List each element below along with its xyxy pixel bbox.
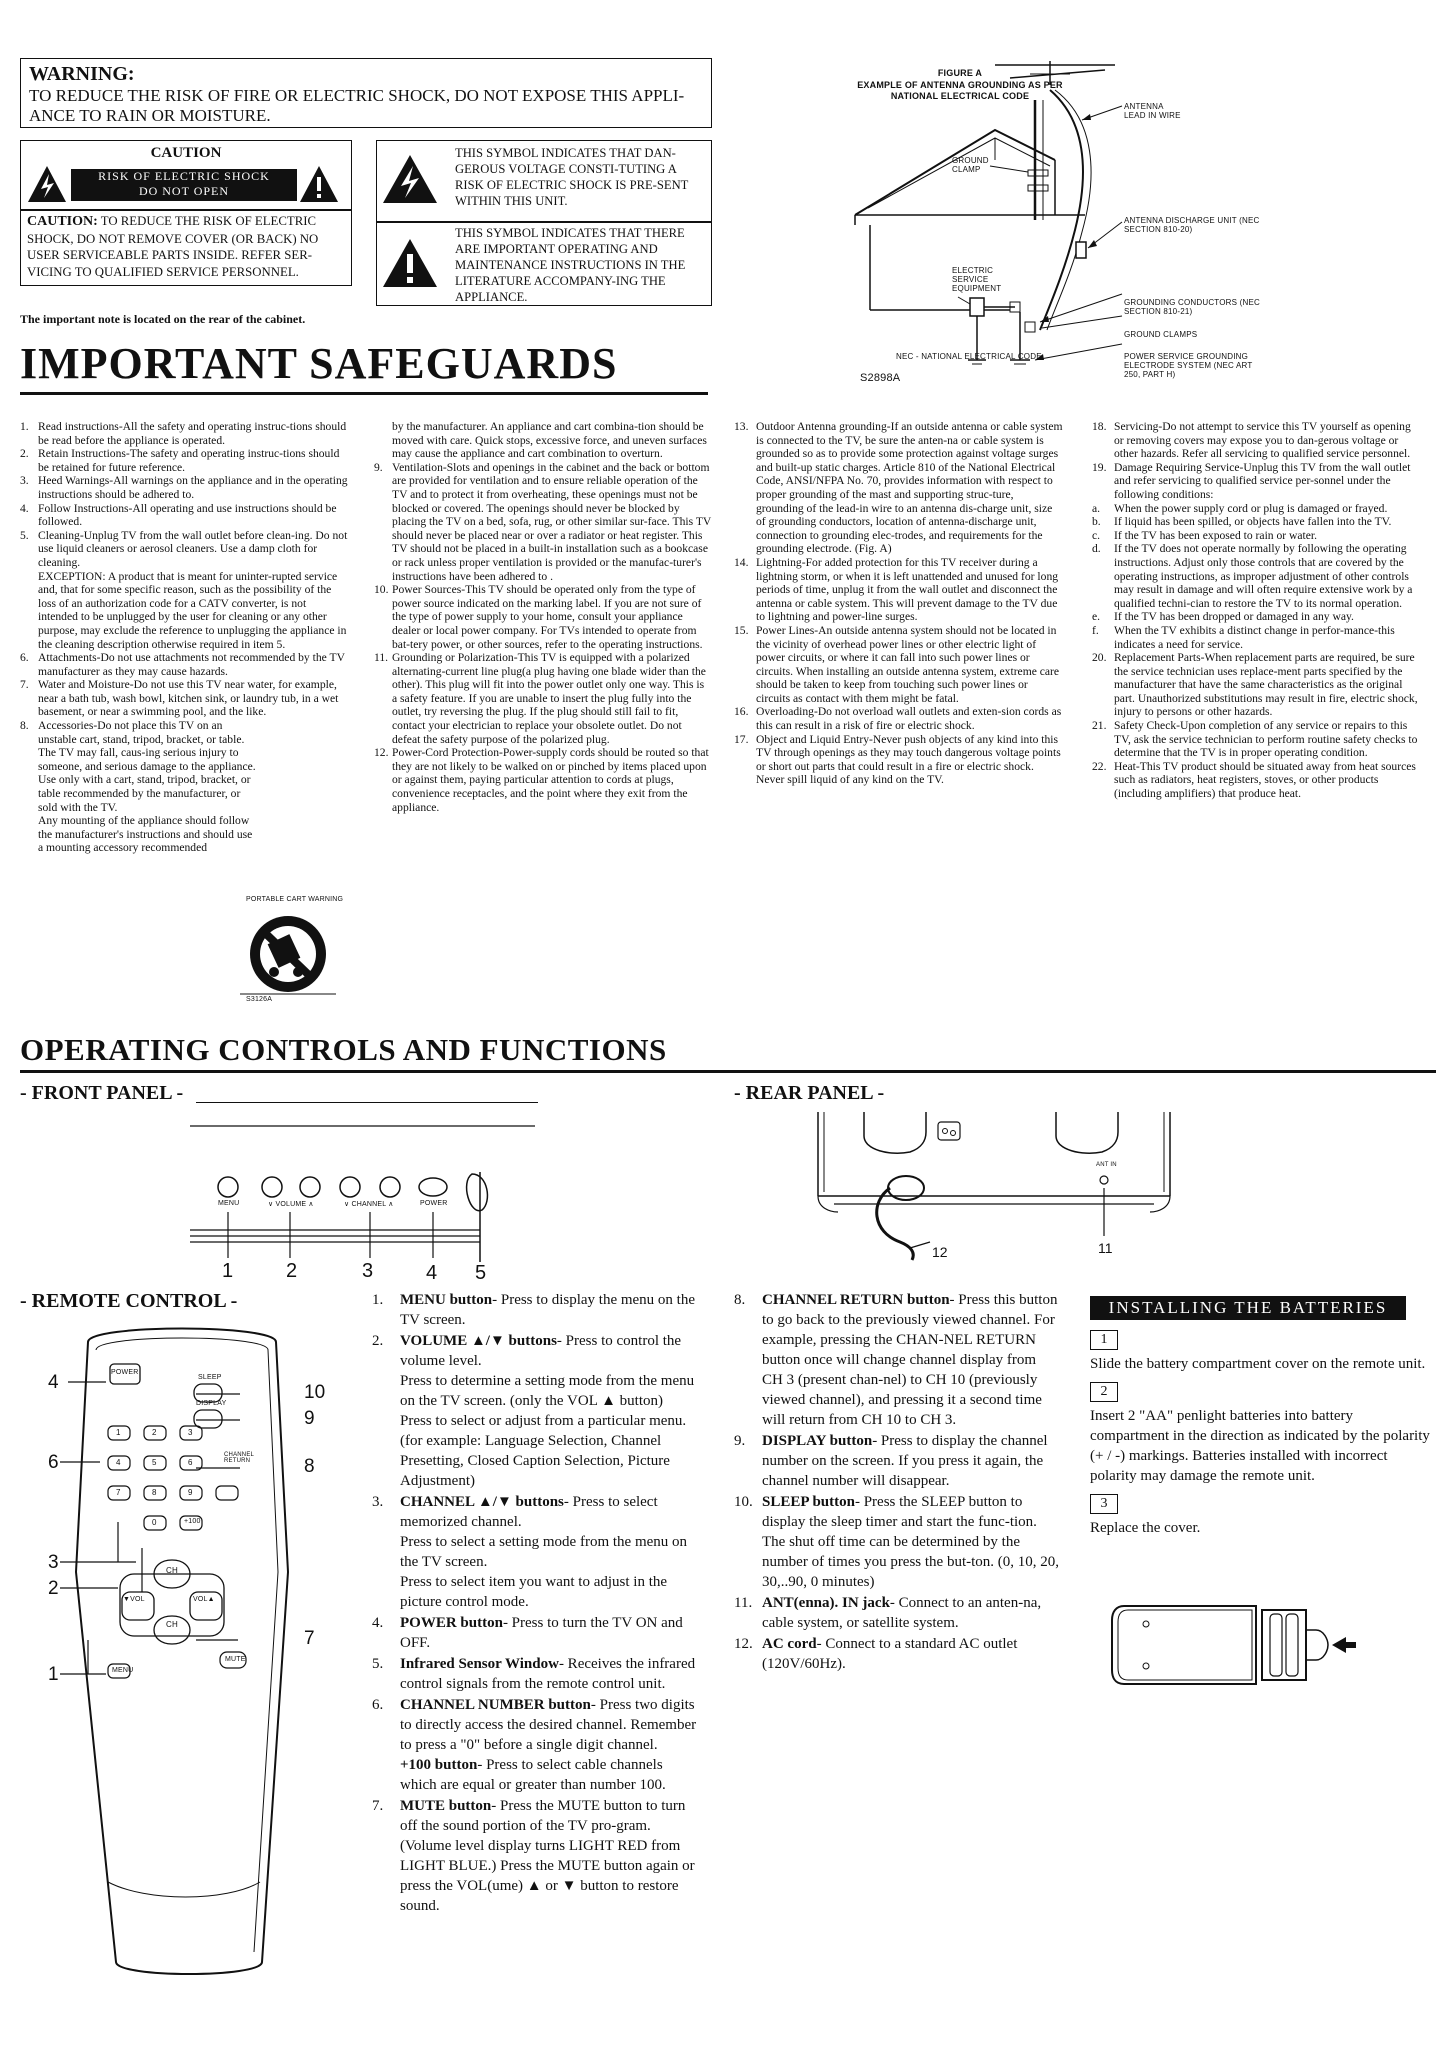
caution-banner	[49, 165, 319, 205]
front-callout-2: 2	[286, 1260, 298, 1282]
safeguard-item	[1092, 502, 1422, 516]
safeguard-number: 16.	[734, 705, 749, 719]
safeguard-item	[1092, 651, 1422, 719]
function-item	[372, 1654, 700, 1694]
label-antenna-lead: ANTENNA LEAD IN WIRE	[1124, 102, 1181, 120]
function-extra: Press to select a setting mode from the menu on the TV screen.	[400, 1534, 688, 1570]
safeguard-number: c.	[1092, 528, 1101, 542]
safeguard-text: Read instructions-All the safety and operating instruc-tions should be read before the appliance is operated.	[38, 420, 347, 447]
lightning-symbol-text: THIS SYMBOL INDICATES THAT DAN-GEROUS VOLTAGE CONSTI-TUTING A RISK OF ELECTRIC SHOCK IS PRE-SENT WITHIN THIS UNIT.	[455, 146, 689, 208]
remote-ch-up-label: CH	[166, 1566, 178, 1575]
caution-text-block	[27, 213, 345, 280]
safeguard-text: Replacement Parts-When replacement parts are required, be sure the service technician uses replace-ment parts specified by the manufacturer that have the same characteristics as the original part. Unauthorized substitutions may result in fire, electric shock, injury to persons or other hazards.	[1114, 651, 1418, 719]
operating-heading: OPERATING CONTROLS AND FUNCTIONS	[20, 1032, 667, 1067]
safeguard-number: 6.	[20, 651, 29, 665]
safeguards-col-4	[1092, 420, 1422, 801]
safeguard-item	[1092, 515, 1422, 529]
safeguard-number: 13.	[734, 420, 749, 433]
battery-step	[1090, 1382, 1430, 1486]
function-desc	[762, 1290, 1060, 1430]
function-body	[400, 1331, 700, 1491]
function-name: POWER button	[400, 1615, 503, 1631]
function-item	[734, 1634, 1060, 1674]
safeguard-item	[1092, 529, 1422, 543]
function-name: MENU button	[400, 1292, 493, 1308]
safeguard-number: 10.	[374, 583, 389, 597]
front-callout-5: 5	[475, 1262, 487, 1284]
label-service-equipment: ELECTRIC SERVICE EQUIPMENT	[952, 266, 1002, 293]
safeguard-text: Cleaning-Unplug TV from the wall outlet before clean-ing. Do not use liquid cleaners or aerosol cleaners. Use a damp cloth for cleaning.	[38, 528, 348, 569]
function-desc	[400, 1290, 700, 1330]
remote-digit-9: 9	[188, 1488, 193, 1497]
figure-a-title: FIGURE A	[937, 68, 983, 78]
function-number: 3.	[372, 1494, 384, 1510]
safeguard-item	[734, 556, 1064, 624]
exclamation-icon	[381, 237, 439, 289]
function-body	[762, 1431, 1060, 1491]
safeguard-text: When the power supply cord or plug is damaged or frayed.	[1114, 501, 1388, 515]
battery-step	[1090, 1494, 1430, 1538]
safeguard-text: Heat-This TV product should be situated away from heat sources such as radiators, heat registers, stoves, or other products (including amplifiers) that produce heat.	[1114, 759, 1416, 801]
battery-step	[1090, 1330, 1430, 1374]
safeguard-item	[20, 420, 348, 447]
rear-panel-diagram	[810, 1112, 1190, 1262]
remote-digit-7: 7	[116, 1488, 121, 1497]
function-text: - Press the MUTE button to turn off the sound portion of the TV pro-gram. (Volume level display turns LIGHT RED from LIGHT BLUE.) Press the MUTE button again or press the VOL(ume) ▲ or ▼ button to restore sound.	[400, 1798, 695, 1914]
function-item	[372, 1613, 700, 1653]
safeguards-col-1	[20, 420, 348, 855]
function-text: - Press this button to go back to the previously viewed channel. For example, pressing the CHAN-NEL RETURN button once will change channel display from CH 3 (present chan-nel) to CH 10 (previously viewed channel), and pressing it a second time will return from CH 10 to CH 3.	[762, 1292, 1058, 1428]
safeguard-number: 18.	[1092, 420, 1107, 433]
safeguard-item	[20, 719, 348, 814]
safeguard-text: Power Sources-This TV should be operated only from the type of power source indicated on the marking label. If you are not sure of the type of power supply to your home, consult your appliance dealer or local power company. For TVs intended to operate from bat-tery power, or other sources, refer to the operating instructions.	[392, 583, 703, 651]
remote-display-label: DISPLAY	[196, 1400, 227, 1407]
battery-step-number: 1	[1090, 1330, 1118, 1350]
safeguard-number: 3.	[20, 474, 29, 488]
figure-a-subtitle-2: NATIONAL ELECTRICAL CODE	[890, 91, 1030, 101]
safeguard-text: When the TV exhibits a distinct change in perfor-mance-this indicates a need for service.	[1114, 623, 1395, 651]
function-body	[400, 1613, 700, 1653]
safeguard-item	[734, 420, 1064, 556]
symbols-box	[376, 140, 712, 306]
remote-callout-7: 7	[304, 1628, 315, 1649]
remote-digit-100: +100	[184, 1518, 201, 1525]
function-name: Infrared Sensor Window	[400, 1656, 559, 1672]
safeguard-number: 1.	[20, 420, 29, 433]
remote-callout-2: 2	[48, 1578, 59, 1599]
caution-text: TO REDUCE THE RISK OF ELECTRIC SHOCK, DO NOT REMOVE COVER (OR BACK) NO USER SERVICEABLE PARTS INSIDE. REFER SER-VICING TO QUALIFIED SERVICE PERSONNEL.	[27, 214, 319, 279]
safeguard-text: Grounding or Polarization-This TV is equipped with a polarized alternating-current line plug(a plug having one blade wider than the other). This plug will fit into the power outlet only one way. This is a safety feature. If you are unable to insert the plug fully into the outlet, try reversing the plug. If the plug should still fail to fit, contact your electrician to replace your obsolete outlet. Do not defeat the safety purpose of the polarized plug.	[392, 651, 706, 746]
front-callout-3: 3	[362, 1260, 374, 1282]
function-name: DISPLAY button	[762, 1433, 873, 1449]
safeguard-item	[20, 570, 348, 652]
label-nec: NEC - NATIONAL ELECTRICAL CODE	[896, 352, 1042, 361]
remote-sleep-label: SLEEP	[198, 1374, 222, 1381]
safeguard-number: 19.	[1092, 460, 1107, 474]
function-extra	[400, 1755, 700, 1795]
warning-text: TO REDUCE THE RISK OF FIRE OR ELECTRIC SHOCK, DO NOT EXPOSE THIS APPLI-ANCE TO RAIN OR MOISTURE.	[29, 86, 685, 125]
caution-box	[20, 140, 352, 286]
safeguard-number: b.	[1092, 515, 1101, 529]
figure-code: S2898A	[860, 372, 901, 384]
function-body	[762, 1634, 1060, 1674]
front-label-channel: ∨ CHANNEL ∧	[344, 1201, 394, 1208]
safeguard-text: Damage Requiring Service-Unplug this TV from the wall outlet and refer servicing to qualified service per-sonnel under the following conditions:	[1114, 460, 1411, 501]
remote-channel-return-label: CHANNEL RETURN	[224, 1452, 254, 1464]
remote-mute-label: MUTE	[225, 1656, 246, 1663]
rear-ant-in-label: ANT IN	[1096, 1162, 1117, 1168]
safeguard-text: Follow Instructions-All operating and use instructions should be followed.	[38, 501, 337, 529]
safeguard-number: 12.	[374, 746, 389, 760]
function-number: 5.	[372, 1656, 384, 1672]
remote-menu-label: MENU	[112, 1667, 134, 1674]
safeguard-text: EXCEPTION: A product that is meant for uninter-rupted service and, that for some specific reason, such as the possibility of the loss of an authorization code for a CATV converter, is not intended to be unplugged by the user for cleaning or any other purpose, may exclude the reference to unplugging the appliance in the cleaning description otherwise required in item 5.	[38, 569, 347, 651]
safeguard-number: 11.	[374, 651, 389, 665]
remote-callout-6: 6	[48, 1452, 59, 1473]
function-item	[372, 1695, 700, 1795]
remote-callout-9: 9	[304, 1408, 315, 1429]
function-name: MUTE button	[400, 1798, 492, 1814]
remote-digit-2: 2	[152, 1428, 157, 1437]
function-name: CHANNEL NUMBER button	[400, 1697, 591, 1713]
safeguard-number: 8.	[20, 719, 29, 733]
function-number: 9.	[734, 1433, 746, 1449]
portable-cart-warning-icon	[240, 910, 340, 1006]
front-callout-4: 4	[426, 1262, 438, 1284]
safeguard-text: Safety Check-Upon completion of any service or repairs to this TV, ask the service technician to perform routine safety checks to determine that the TV is in proper operating condition.	[1114, 719, 1418, 760]
safeguard-text: Object and Liquid Entry-Never push objects of any kind into this TV through openings as they may touch dangerous voltage points or short out parts that could result in a fire or electric shock. Never spill liquid of any kind on the TV.	[756, 732, 1061, 787]
remote-control-label: - REMOTE CONTROL -	[20, 1290, 238, 1312]
caution-divider	[21, 209, 351, 211]
safeguard-item	[20, 651, 348, 678]
function-desc	[762, 1492, 1060, 1592]
warning-title: WARNING:	[29, 63, 135, 85]
safeguard-number: 20.	[1092, 651, 1107, 665]
remote-control-diagram	[26, 1322, 326, 1982]
label-discharge-unit: ANTENNA DISCHARGE UNIT (NEC SECTION 810-20)	[1124, 216, 1260, 234]
remote-vol-down-label: ▼VOL	[123, 1596, 145, 1603]
function-extra-name: +100 button	[400, 1757, 478, 1773]
safeguard-number: 15.	[734, 623, 749, 637]
function-desc	[400, 1695, 700, 1755]
battery-step-number: 2	[1090, 1382, 1118, 1402]
safeguard-number: 5.	[20, 528, 29, 542]
safeguard-text: If the TV has been exposed to rain or water.	[1114, 528, 1318, 542]
function-item	[372, 1290, 700, 1330]
remote-digit-3: 3	[188, 1428, 193, 1437]
safeguard-text: Power-Cord Protection-Power-supply cords should be routed so that they are not likely to be walked on or pinched by items placed upon or against them, paying particular attention to cords at plugs, convenience receptacles, and the point where they exit from the appliance.	[392, 746, 709, 814]
function-text: - Press to display the menu on the TV screen.	[400, 1292, 695, 1328]
function-body	[400, 1796, 700, 1916]
safeguard-item	[374, 461, 712, 583]
safeguard-item	[734, 705, 1064, 732]
label-ground-clamps: GROUND CLAMPS	[1124, 330, 1198, 339]
remote-digit-1: 1	[116, 1428, 121, 1437]
safeguard-text: Outdoor Antenna grounding-If an outside antenna or cable system is connected to the TV, be sure the anten-na or cable system is grounded so as to provide some protection against voltage surges and built-up static charges. Article 810 of the National Electrical Code, ANSI/NFPA No. 70, provides information with respect to proper grounding of the mast and supporting struc-ture, grounding of the lead-in wire to an antenna dis-charge unit, size of grounding conductors, location of antenna-discharge unit, connection to grounding elec-trodes, and requirements for the grounding electrode. (Fig. A)	[756, 420, 1063, 556]
function-name: CHANNEL RETURN button	[762, 1292, 950, 1308]
warning-box	[20, 58, 712, 128]
function-item	[372, 1331, 700, 1491]
front-panel-label: - FRONT PANEL -	[20, 1082, 184, 1104]
safeguard-number: 17.	[734, 732, 749, 746]
function-number: 2.	[372, 1333, 384, 1349]
lightning-icon	[27, 165, 67, 203]
safeguard-text: Ventilation-Slots and openings in the cabinet and the back or bottom are provided for ventilation and to ensure reliable operation of the TV and to protect it from overheating, these openings must not be blocked or covered. The openings should never be blocked by placing the TV on a bed, sofa, rug, or other similar sur-face. This TV should never be placed near or over a radiator or heat register. This TV should not be placed in a built-in installation such as a bookcase or rack unless proper ventilation is provided or the manufac-turer's instructions have been adhered to .	[392, 460, 712, 583]
safeguard-text: Any mounting of the appliance should follow the manufacturer's instructions and should use a mounting accessory recommended	[38, 814, 253, 855]
remote-digit-5: 5	[152, 1458, 157, 1467]
safeguard-number: 9.	[374, 460, 383, 474]
caution-banner-line2: DO NOT OPEN	[138, 184, 230, 198]
safeguard-item	[1092, 461, 1422, 502]
remote-digit-4: 4	[116, 1458, 121, 1467]
function-body	[400, 1492, 700, 1612]
function-desc	[762, 1634, 1060, 1674]
function-text: - Press to turn the TV ON and OFF.	[400, 1615, 683, 1651]
remote-callout-10: 10	[304, 1382, 326, 1403]
safeguards-heading: IMPORTANT SAFEGUARDS	[20, 339, 618, 388]
figure-a-subtitle-1: EXAMPLE OF ANTENNA GROUNDING AS PER	[857, 80, 1063, 90]
safeguard-number: e.	[1092, 610, 1101, 624]
function-body	[762, 1290, 1060, 1430]
function-body	[400, 1695, 700, 1795]
safeguard-number: f.	[1092, 623, 1099, 637]
caution-label: CAUTION:	[27, 214, 98, 229]
safeguard-item	[734, 624, 1064, 706]
function-text: - Press to control the volume level.	[400, 1333, 682, 1369]
function-body	[762, 1492, 1060, 1592]
function-desc	[400, 1654, 700, 1694]
batteries-heading: INSTALLING THE BATTERIES	[1090, 1296, 1406, 1320]
safeguard-item	[374, 651, 712, 746]
function-body	[400, 1290, 700, 1330]
function-number: 11.	[734, 1595, 753, 1611]
safeguard-text: Lightning-For added protection for this TV receiver during a lightning storm, or when it is left unattended and unused for long periods of time, unplug it from the wall outlet and disconnect the antenna or cable system. This will prevent damage to the TV due to lightning and power-line surges.	[756, 555, 1059, 624]
safeguard-number	[374, 420, 392, 461]
safeguard-text: Overloading-Do not overload wall outlets and exten-sion cords as this can result in a risk of fire or electric shock.	[756, 705, 1062, 733]
function-name: VOLUME ▲/▼ buttons	[400, 1333, 557, 1349]
safeguards-col-3	[734, 420, 1064, 787]
function-desc	[762, 1431, 1060, 1491]
function-text: - Connect to an anten-na, cable system, or satellite system.	[762, 1595, 1042, 1631]
remote-callout-1: 1	[48, 1664, 59, 1685]
safeguard-item	[20, 529, 348, 570]
remote-digit-6: 6	[188, 1458, 193, 1467]
safeguard-item	[20, 447, 348, 474]
function-item	[734, 1492, 1060, 1592]
function-body	[762, 1593, 1060, 1633]
function-name: SLEEP button	[762, 1494, 855, 1510]
remote-digit-0: 0	[152, 1518, 157, 1527]
safeguard-number: d.	[1092, 542, 1101, 556]
safeguard-number	[20, 814, 38, 855]
cart-warning-label: PORTABLE CART WARNING	[246, 896, 344, 903]
safeguard-item	[1092, 542, 1422, 610]
label-grounding-conductors: GROUNDING CONDUCTORS (NEC SECTION 810-21)	[1124, 298, 1260, 316]
function-number: 8.	[734, 1292, 746, 1308]
battery-step-text: Insert 2 "AA" penlight batteries into battery compartment in the direction as indicated by the polarity (+ / -) markings. Batteries installed with incorrect polarity may damage the remote unit.	[1090, 1408, 1430, 1484]
remote-digit-8: 8	[152, 1488, 157, 1497]
caution-title: CAUTION	[150, 145, 222, 161]
safeguard-text: If the TV does not operate normally by following the operating instructions. Adjust only those controls that are covered by the operating instructions, as improper adjustment of other controls may result in damage and will often require extensive work by a qualified techni-cian to restore the TV to its normal operation.	[1114, 542, 1413, 610]
safeguard-number: 14.	[734, 555, 749, 569]
function-name: ANT(enna). IN jack	[762, 1595, 890, 1611]
safeguard-text: Power Lines-An outside antenna system should not be located in the vicinity of overhead power lines or other electric light of power circuits, or where it can fall into such power lines or circuits. When installing an outside antenna system, extreme care should be taken to keep from touching such power lines or circuits as contact with them might be fatal.	[756, 623, 1060, 705]
safeguard-text: Retain Instructions-The safety and operating instruc-tions should be retained for future reference.	[38, 447, 340, 474]
safeguard-text: Water and Moisture-Do not use this TV near water, for example, near a bath tub, wash bowl, kitchen sink, or laundry tub, in a wet basement, or near a swimming pool, and the like.	[38, 678, 339, 719]
safeguard-text: If the TV has been dropped or damaged in any way.	[1114, 610, 1354, 624]
function-number: 7.	[372, 1798, 384, 1814]
safeguard-item	[1092, 420, 1422, 461]
battery-step-text: Replace the cover.	[1090, 1520, 1201, 1536]
rear-note: The important note is located on the rear of the cabinet.	[20, 312, 306, 326]
safeguard-number: 22.	[1092, 759, 1107, 773]
front-panel-diagram	[190, 1112, 540, 1282]
safeguard-text: Accessories-Do not place this TV on an unstable cart, stand, tripod, bracket, or table. The TV may fall, caus-ing serious injury to someone, and serious damage to the appliance. Use only with a cart, stand, tripod, bracket, or table recommended by the manufacturer, or sold with the TV.	[38, 719, 256, 814]
label-ground-clamp: GROUND CLAMP	[952, 156, 989, 174]
front-panel-underline	[196, 1102, 538, 1103]
front-label-power: POWER	[420, 1200, 448, 1207]
function-desc	[400, 1331, 700, 1371]
front-label-menu: MENU	[218, 1200, 240, 1207]
functions-list-b	[734, 1290, 1060, 1675]
function-extra: Press to determine a setting mode from the menu on the TV screen. (only the VOL ▲ button)	[400, 1373, 695, 1409]
function-text: - Press two digits to directly access the desired channel. Remember to press a "0" before a single digit channel.	[400, 1697, 697, 1753]
front-callout-1: 1	[222, 1260, 234, 1282]
safeguard-item	[734, 733, 1064, 787]
safeguard-number: 7.	[20, 678, 29, 692]
remote-ch-down-label: CH	[166, 1620, 178, 1629]
safeguard-item	[20, 474, 348, 501]
safeguard-number: a.	[1092, 501, 1101, 515]
safeguard-text: Servicing-Do not attempt to service this TV yourself as opening or removing covers may expose you to dan-gerous voltage or other hazards. Refer all servicing to qualified service personnel.	[1114, 420, 1411, 461]
function-item	[734, 1593, 1060, 1633]
remote-callout-8: 8	[304, 1456, 315, 1477]
front-label-volume: ∨ VOLUME ∧	[268, 1201, 314, 1208]
function-desc	[762, 1593, 1060, 1633]
symbols-divider	[377, 221, 711, 223]
function-desc	[400, 1613, 700, 1653]
lightning-icon	[381, 153, 439, 205]
function-number: 10.	[734, 1494, 753, 1510]
exclamation-symbol-text: THIS SYMBOL INDICATES THAT THERE ARE IMPORTANT OPERATING AND MAINTENANCE INSTRUCTIONS IN THE LITERATURE ACCOMPANY-ING THE APPLIANCE.	[455, 226, 686, 304]
safeguard-item	[20, 814, 348, 855]
battery-step-number: 3	[1090, 1494, 1118, 1514]
safeguard-text: by the manufacturer. An appliance and cart combina-tion should be moved with care. Quick stops, excessive force, and uneven surfaces may cause the appliance and cart combination to overturn.	[392, 420, 707, 461]
battery-compartment-diagram	[1110, 1600, 1360, 1690]
battery-step-text: Slide the battery compartment cover on the remote unit.	[1090, 1356, 1426, 1372]
exclamation-icon	[299, 165, 339, 203]
function-text: - Connect to a standard AC outlet (120V/60Hz).	[762, 1636, 1018, 1672]
function-desc	[400, 1492, 700, 1532]
remote-callout-3: 3	[48, 1552, 59, 1573]
label-power-service: POWER SERVICE GROUNDING ELECTRODE SYSTEM (NEC ART 250, PART H)	[1124, 352, 1253, 379]
safeguards-rule	[20, 392, 708, 395]
remote-vol-up-label: VOL▲	[193, 1596, 215, 1603]
function-number: 4.	[372, 1615, 384, 1631]
function-item	[734, 1431, 1060, 1491]
caution-banner-line1: RISK OF ELECTRIC SHOCK	[98, 169, 270, 183]
remote-power-label: POWER	[111, 1369, 139, 1376]
safeguard-item	[1092, 610, 1422, 624]
safeguard-number: 21.	[1092, 719, 1107, 733]
safeguard-text: Attachments-Do not use attachments not recommended by the TV manufacturer as they may cause hazards.	[38, 651, 345, 678]
functions-list-a	[372, 1290, 700, 1917]
function-desc	[400, 1796, 700, 1916]
function-text: - Receives the infrared control signals from the remote control unit.	[400, 1656, 696, 1692]
function-number: 12.	[734, 1636, 753, 1652]
rear-callout-12: 12	[932, 1244, 948, 1260]
safeguard-item	[20, 502, 348, 529]
safeguard-item	[1092, 624, 1422, 651]
function-item	[734, 1290, 1060, 1430]
function-name: AC cord	[762, 1636, 817, 1652]
function-extra: Press to select or adjust from a particular menu. (for example: Language Selection, Channel Presetting, Closed Caption Selection, Picture Adjustment)	[400, 1413, 687, 1489]
safeguard-text: Heed Warnings-All warnings on the appliance and in the operating instructions should be adhered to.	[38, 474, 348, 501]
safeguard-item	[374, 746, 712, 814]
function-text: - Press to select memorized channel.	[400, 1494, 658, 1530]
safeguards-col-2	[374, 420, 712, 814]
safeguard-text: If liquid has been spilled, or objects have fallen into the TV.	[1114, 515, 1392, 529]
safeguard-item	[374, 583, 712, 651]
function-extra-text: - Press to select cable channels which are equal or greater than number 100.	[400, 1757, 666, 1793]
rear-callout-11: 11	[1098, 1240, 1113, 1256]
function-text: - Press to display the channel number on the screen. If you press it again, the channel number will disappear.	[762, 1433, 1048, 1489]
safeguard-item	[20, 678, 348, 719]
remote-callout-4: 4	[48, 1372, 59, 1393]
safeguard-number	[20, 570, 38, 652]
function-item	[372, 1796, 700, 1916]
function-number: 6.	[372, 1697, 384, 1713]
function-extra: Press to select item you want to adjust in the picture control mode.	[400, 1574, 668, 1610]
safeguard-number: 4.	[20, 501, 29, 515]
safeguard-item	[1092, 719, 1422, 760]
cart-code: S3126A	[246, 996, 273, 1003]
operating-rule	[20, 1070, 1436, 1073]
function-body	[400, 1654, 700, 1694]
function-item	[372, 1492, 700, 1612]
safeguard-item	[374, 420, 712, 461]
function-text: - Press the SLEEP button to display the sleep timer and start the func-tion. The shut off time can be determined by the number of times you press the but-ton. (0, 10, 20, 30,..90, 0 minutes)	[762, 1494, 1060, 1590]
function-number: 1.	[372, 1292, 384, 1308]
safeguard-number: 2.	[20, 447, 29, 461]
rear-panel-label: - REAR PANEL -	[734, 1082, 885, 1104]
safeguard-item	[1092, 760, 1422, 801]
function-name: CHANNEL ▲/▼ buttons	[400, 1494, 564, 1510]
battery-steps	[1090, 1330, 1430, 1546]
